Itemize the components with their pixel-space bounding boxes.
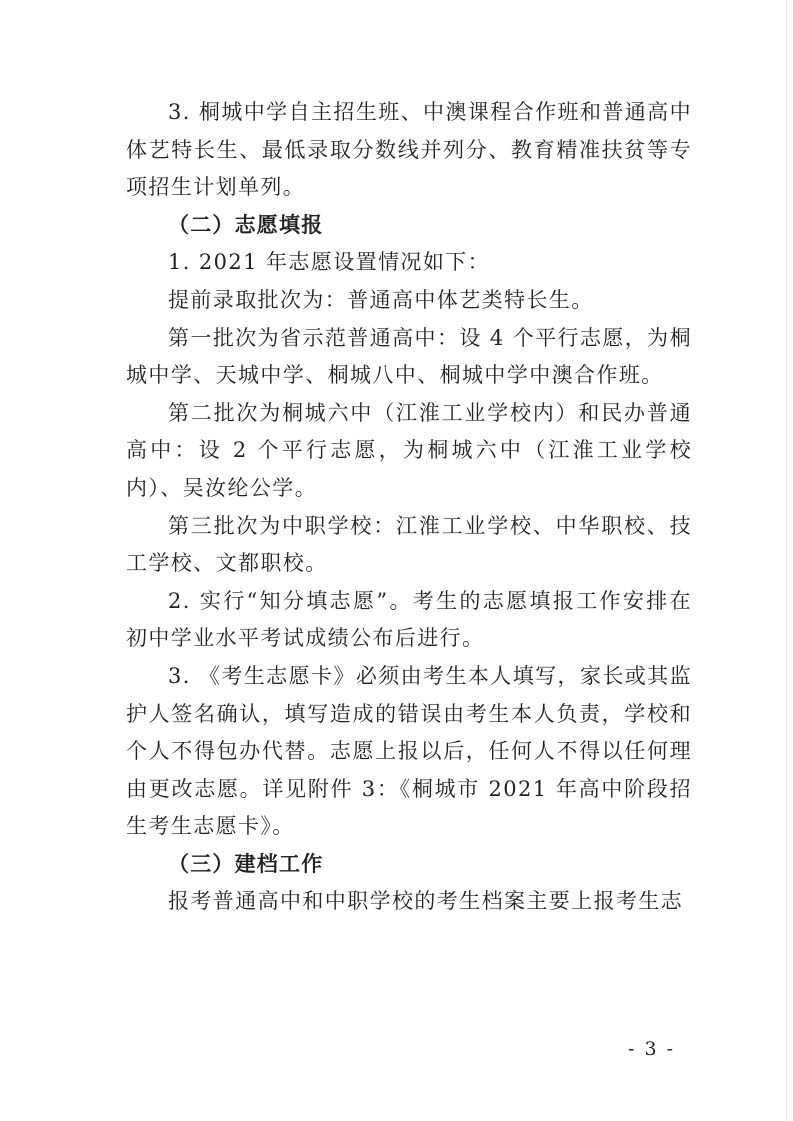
paragraph-admission-special-plans: 3. 桐城中学自主招生班、中澳课程合作班和普通高中体艺特长生、最低录取分数线并列分、教育精准扶贫等专项招生计划单列。 [126,100,692,200]
paragraph-volunteer-card: 3. 《考生志愿卡》必须由考生本人填写，家长或其监护人签名确认，填写造成的错误由考生本人负责，学校和个人不得包办代替。志愿上报以后，任何人不得以任何理由更改志愿。详见附件 3：《桐城市 2021 年高中阶段招生考生志愿卡》。 [126,663,692,839]
document-body [126,94,692,921]
paragraph-volunteer-setup: 1. 2021 年志愿设置情况如下： [168,250,491,275]
paragraph-archive-intro: 报考普通高中和中职学校的考生档案主要上报考生志 [168,889,684,914]
paragraph-third-batch: 第三批次为中职学校：江淮工业学校、中华职校、技工学校、文都职校。 [126,513,692,576]
section-heading-volunteer-filling: （二）志愿填报 [168,212,324,237]
page-number: - 3 - [628,1038,676,1060]
paragraph-early-batch: 提前录取批次为：普通高中体艺类特长生。 [168,287,594,312]
section-heading-archive-work: （三）建档工作 [168,851,324,876]
paragraph-first-batch: 第一批次为省示范普通高中：设 4 个平行志愿，为桐城中学、天城中学、桐城八中、桐城中学中澳合作班。 [126,325,692,388]
scan-edge [786,0,787,1121]
paragraph-second-batch: 第二批次为桐城六中（江淮工业学校内）和民办普通高中：设 2 个平行志愿，为桐城六中（江淮工业学校内）、吴汝纶公学。 [126,400,692,500]
paragraph-score-based-filling: 2. 实行“知分填志愿”。考生的志愿填报工作安排在初中学业水平考试成绩公布后进行。 [126,588,692,651]
